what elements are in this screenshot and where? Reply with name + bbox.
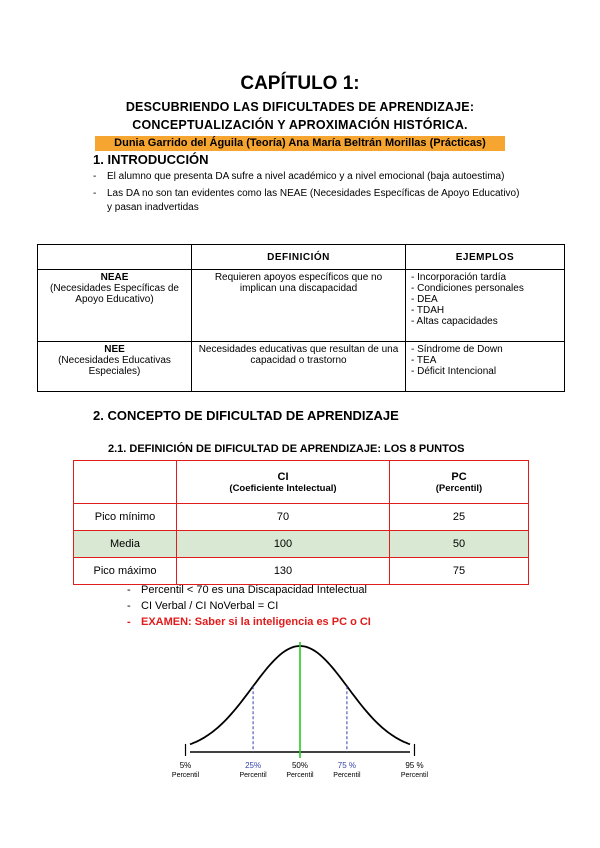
pc-value: 25 [390,504,529,531]
concept-subheading: 2.1. DEFINICIÓN DE DIFICULTAD DE APRENDIZAJE: LOS 8 PUNTOS [108,443,465,455]
percentile-value-label: 95 % [405,761,424,770]
example-item: - Incorporación tardía [411,272,507,283]
intro-heading: 1. INTRODUCCIÓN [93,152,209,167]
note-item: - Percentil < 70 es una Discapacidad Intelectual [127,582,457,598]
pc-value: 75 [390,558,529,585]
example-item: - TDAH [411,305,445,316]
example-item: - Condiciones personales [411,283,524,294]
ci-header-title: CI [277,470,289,483]
percentile-word-label: Percentil [333,772,361,779]
intro-bullet: - El alumno que presenta DA sufre a nivel académico y a nivel emocional (baja autoestima) [93,170,523,184]
example-item: - Déficit Intencional [411,366,497,377]
ci-value: 100 [177,531,390,558]
term-name: NEAE [100,272,129,283]
header-empty-cell [38,245,192,270]
authors-banner: Dunia Garrido del Águila (Teoría) Ana María Beltrán Morillas (Prácticas) [95,136,505,151]
definitions-table [37,244,565,392]
percentile-word-label: Percentil [286,772,314,779]
example-item: - Altas capacidades [411,316,498,327]
ci-header-sub: (Coeficiente Intelectual) [229,482,337,494]
definition-cell: Requieren apoyos específicos que no implican una discapacidad [192,270,406,342]
ci-header-pc [390,461,529,504]
row-label: Pico mínimo [74,504,177,531]
examples-cell [406,270,565,342]
subtitle-line-1: DESCUBRIENDO LAS DIFICULTADES DE APRENDIZAJE: [125,100,475,114]
ci-header-row [74,461,529,504]
header-definicion: DEFINICIÓN [192,245,406,270]
term-name: NEE [104,344,125,355]
term-full-name: (Necesidades Específicas de Apoyo Educativo) [50,283,179,305]
pc-header-sub: (Percentil) [435,482,483,494]
percentile-marks [172,642,429,779]
chapter-title: CAPÍTULO 1: [240,73,360,94]
table-row [74,558,529,585]
percentile-word-label: Percentil [400,772,429,779]
percentile-word-label: Percentil [239,772,267,779]
term-cell [38,342,192,392]
definition-cell: Necesidades educativas que resultan de una capacidad o trastorno [192,342,406,392]
ci-header-empty [74,461,177,504]
example-item: - TEA [411,355,437,366]
ci-percentile-table [73,460,529,585]
subtitle-line-2: CONCEPTUALIZACIÓN Y APROXIMACIÓN HISTÓRICA. [132,118,468,132]
note-item: - CI Verbal / CI NoVerbal = CI [127,598,457,614]
row-label: Pico máximo [74,558,177,585]
bell-curve-diagram [171,636,429,786]
term-full-name: (Necesidades Educativas Especiales) [58,355,171,377]
intro-bullet: - Las DA no son tan evidentes como las NEAE (Necesidades Específicas de Apoyo Educativo) y pasan inadvertidas [93,187,523,215]
percentile-value-label: 5% [179,761,192,770]
percentile-value-label: 75 % [337,761,357,770]
definitions-header-row [38,245,565,270]
example-item: - DEA [411,294,438,305]
examples-cell [406,342,565,392]
example-item: - Síndrome de Down [411,344,503,355]
ci-value: 130 [177,558,390,585]
table-row [74,504,529,531]
pc-header-title: PC [451,470,467,483]
percentile-word-label: Percentil [171,772,200,779]
ci-value: 70 [177,504,390,531]
table-row-highlighted [74,531,529,558]
intro-bullet-list [93,170,523,218]
concept-heading: 2. CONCEPTO DE DIFICULTAD DE APRENDIZAJE [93,408,399,423]
percentile-value-label: 25% [245,761,262,770]
row-label: Media [74,531,177,558]
table-row [38,342,565,392]
pc-value: 50 [390,531,529,558]
exam-note: - EXAMEN: Saber si la inteligencia es PC o CI [127,614,457,630]
ci-header-ci [177,461,390,504]
table-row [38,270,565,342]
percentile-value-label: 50% [291,761,309,770]
term-cell [38,270,192,342]
header-ejemplos: EJEMPLOS [406,245,565,270]
notes-list [127,582,457,630]
